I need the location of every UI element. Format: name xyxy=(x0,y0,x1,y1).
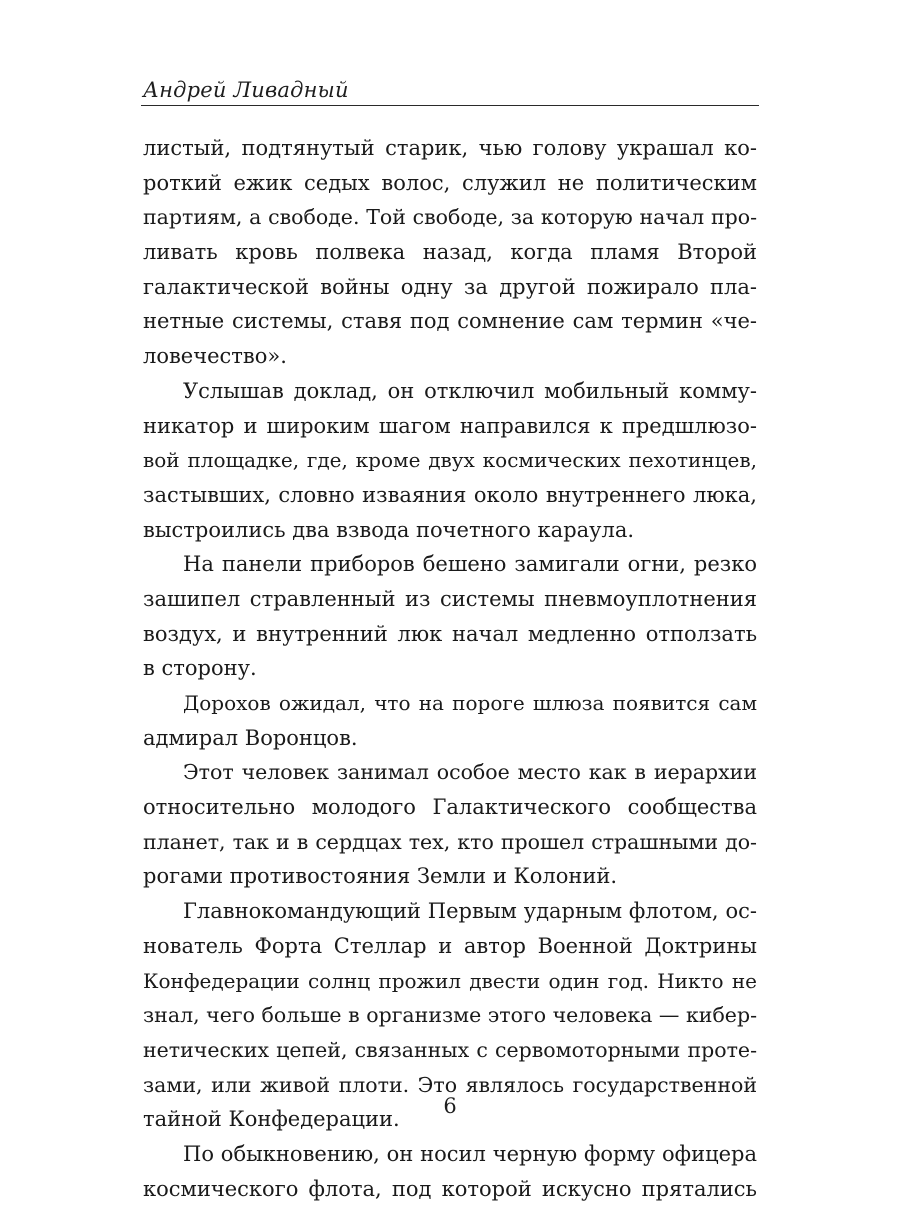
paragraph xyxy=(143,131,757,374)
header-rule xyxy=(141,105,759,106)
text-line: застывших, словно изваяния около внутреннего люка, xyxy=(143,482,757,507)
running-head: Андрей Ливадный xyxy=(143,78,349,102)
text-line: Главнокомандующий Первым ударным флотом, ос- xyxy=(183,899,757,924)
paragraph xyxy=(143,374,757,547)
paragraph xyxy=(143,686,757,755)
text-line: космического флота, под которой искусно прятались xyxy=(143,1176,757,1201)
text-line: галактической войны одну за другой пожирало пла- xyxy=(143,274,757,299)
text-line: роткий ежик седых волос, служил не политическим xyxy=(143,170,757,195)
paragraph xyxy=(143,547,757,686)
text-line: никатор и широким шагом направился к предшлюзо- xyxy=(143,413,757,438)
paragraph xyxy=(143,755,757,894)
text-line: ловечество». xyxy=(143,344,287,369)
text-line: Дорохов ожидал, что на пороге шлюза появится сам xyxy=(183,691,757,715)
text-line: нетные системы, ставя под сомнение сам термин «че- xyxy=(143,309,757,334)
text-line: тайной Конфедерации. xyxy=(143,1107,400,1132)
page-number: 6 xyxy=(443,1094,457,1118)
text-line: планет, так и в сердцах тех, кто прошел страшными до- xyxy=(143,829,757,854)
text-line: По обыкновению, он носил черную форму офицера xyxy=(183,1141,757,1166)
text-line: Этот человек занимал особое место как в иерархии xyxy=(183,760,757,785)
paragraph xyxy=(143,1137,757,1206)
text-line: адмирал Воронцов. xyxy=(143,725,358,750)
text-line: знал, чего больше в организме этого человека — кибер- xyxy=(143,1003,757,1028)
text-line: рогами противостояния Земли и Колоний. xyxy=(143,864,618,889)
text-line: нователь Форта Стеллар и автор Военной Доктрины xyxy=(143,933,757,958)
text-line: Услышав доклад, он отключил мобильный комму- xyxy=(183,378,757,403)
text-line: На панели приборов бешено замигали огни, резко xyxy=(183,552,757,577)
text-line: листый, подтянутый старик, чью голову украшал ко- xyxy=(143,136,757,160)
text-line: относительно молодого Галактического сообщества xyxy=(143,795,757,820)
text-line: воздух, и внутренний люк начал медленно отползать xyxy=(143,621,757,646)
text-line: выстроились два взвода почетного караула. xyxy=(143,517,635,542)
text-line: зами, или живой плоти. Это являлось государственной xyxy=(143,1072,757,1097)
text-line: Конфедерации солнц прожил двести один год. Никто не xyxy=(143,968,757,993)
text-line: нетических цепей, связанных с сервомоторными проте- xyxy=(143,1037,757,1062)
body-text xyxy=(143,131,757,1206)
text-line: партиям, а свободе. Той свободе, за которую начал про- xyxy=(143,205,757,230)
text-line: в сторону. xyxy=(143,656,257,681)
text-line: вой площадке, где, кроме двух космических пехотинцев, xyxy=(143,448,757,473)
text-line: ливать кровь полвека назад, когда пламя Второй xyxy=(143,240,757,265)
text-line: зашипел стравленный из системы пневмоуплотнения xyxy=(143,586,757,611)
